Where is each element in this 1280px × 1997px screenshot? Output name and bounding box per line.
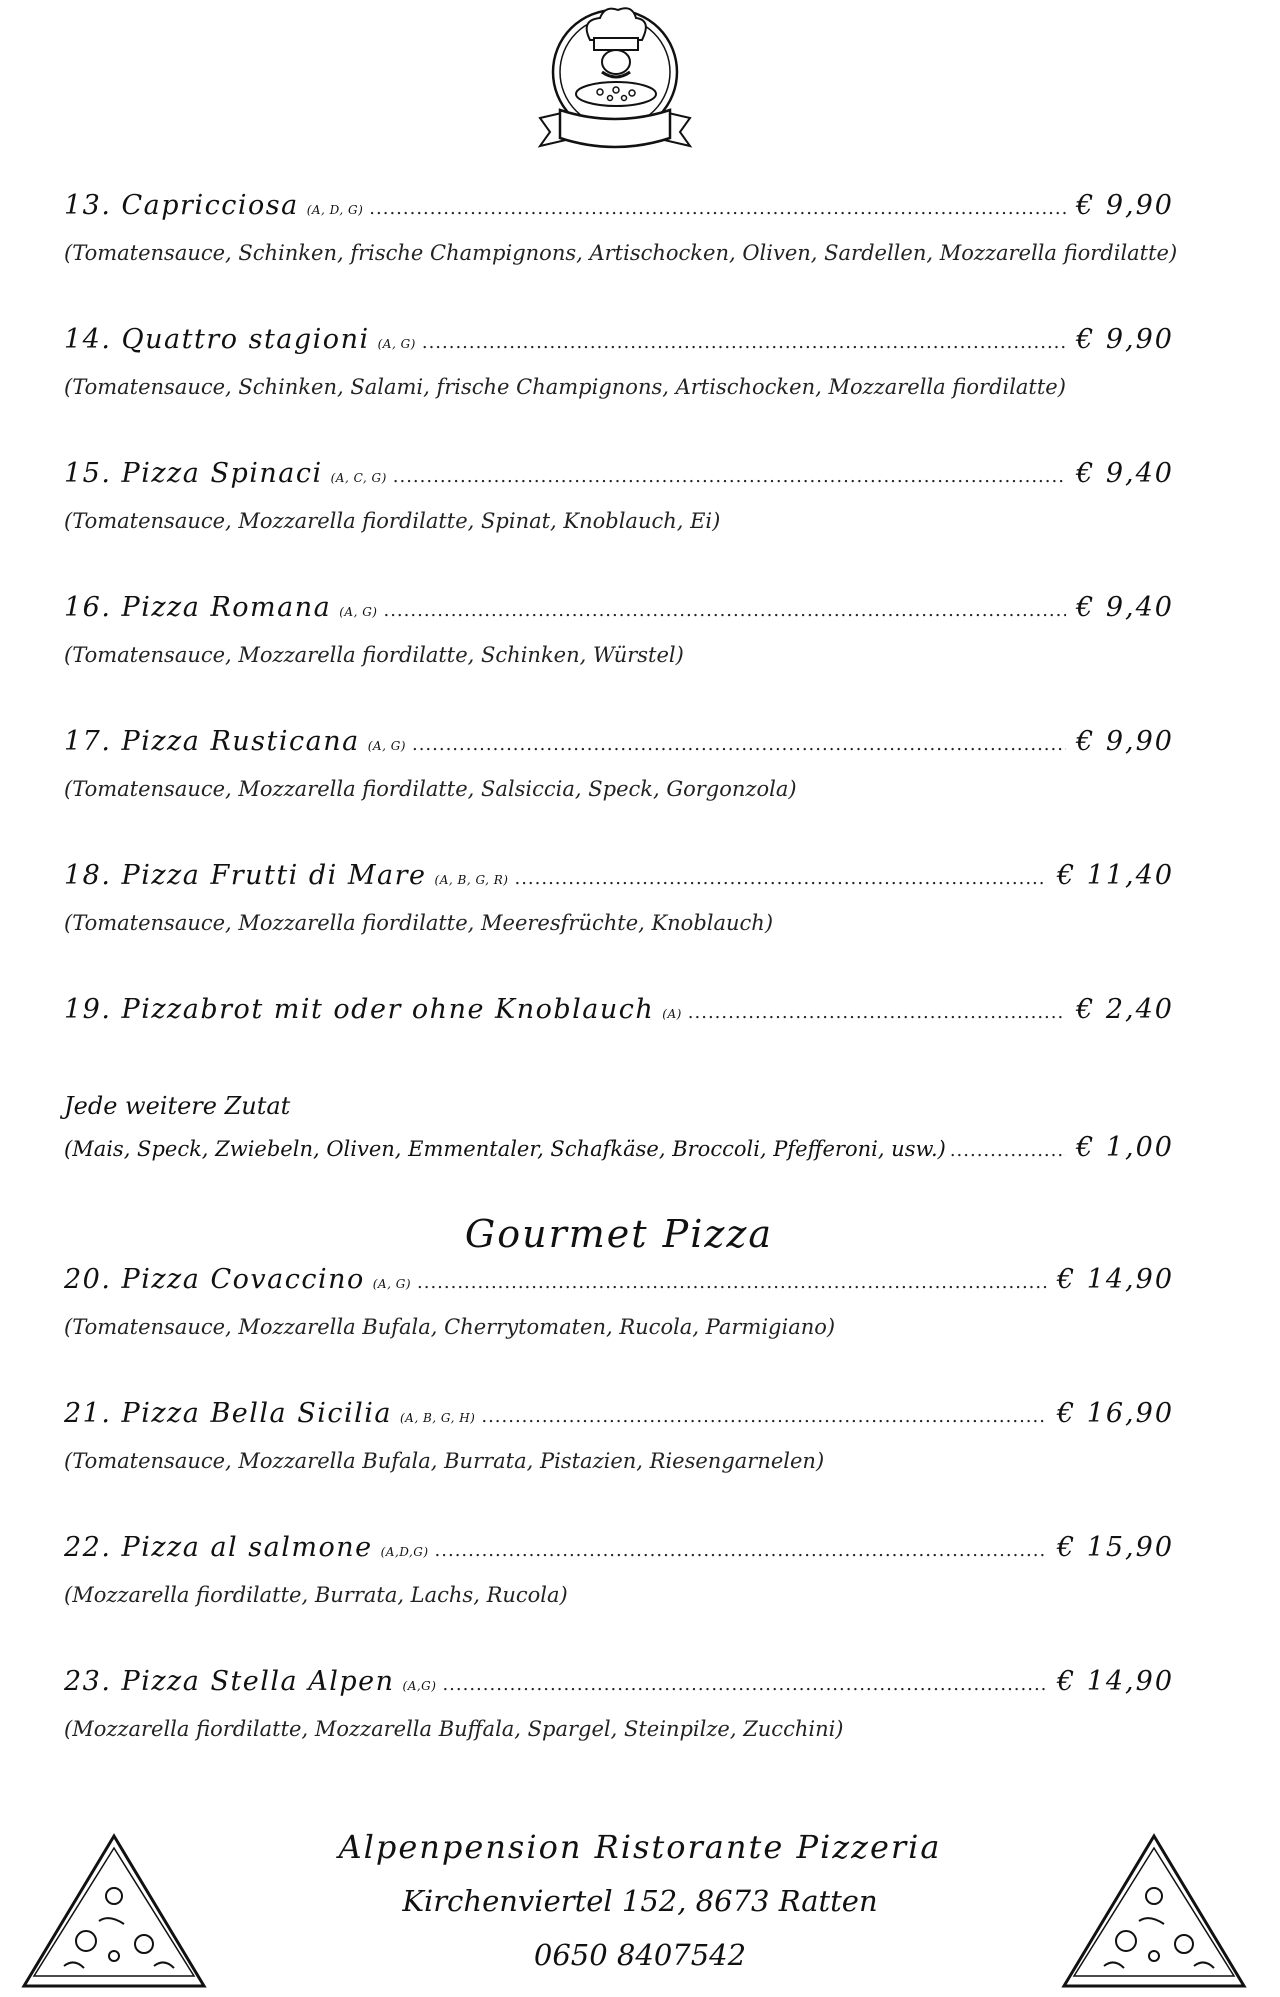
item-description: (Tomatensauce, Mozzarella fiordilatte, Spinat, Knoblauch, Ei) [64, 509, 721, 533]
item-price: € 14,90 [1056, 1264, 1174, 1295]
dot-leader [950, 1140, 1066, 1161]
item-price: € 15,90 [1056, 1532, 1174, 1563]
menu-list [64, 190, 1178, 1754]
pizza-slice-icon [14, 1826, 214, 1996]
dot-leader [369, 198, 1066, 219]
item-description: (Mozzarella fiordilatte, Mozzarella Buffala, Spargel, Steinpilze, Zucchini) [64, 1717, 844, 1741]
dot-leader [383, 600, 1066, 621]
item-allergens: (A) [662, 1007, 682, 1021]
item-price: € 9,40 [1076, 592, 1174, 623]
menu-item [64, 1666, 1174, 1754]
dot-leader [417, 1272, 1047, 1293]
item-description: (Tomatensauce, Mozzarella fiordilatte, Schinken, Würstel) [64, 643, 684, 667]
item-allergens: (A, G) [377, 337, 416, 351]
item-allergens: (A, B, G, R) [434, 873, 509, 887]
item-name: 16. Pizza Romana [64, 592, 332, 623]
item-price: € 9,90 [1076, 324, 1174, 355]
item-description: (Mozzarella fiordilatte, Burrata, Lachs, Rucola) [64, 1583, 568, 1607]
item-description: (Tomatensauce, Mozzarella Bufala, Burrata, Pistazien, Riesengarnelen) [64, 1449, 825, 1473]
item-allergens: (A,G) [402, 1679, 437, 1693]
item-name: 21. Pizza Bella Sicilia [64, 1398, 392, 1429]
menu-item [64, 1532, 1174, 1620]
menu-item [64, 324, 1174, 412]
item-description: (Tomatensauce, Mozzarella fiordilatte, Salsiccia, Speck, Gorgonzola) [64, 777, 797, 801]
menu-item [64, 994, 1174, 1042]
item-name: 18. Pizza Frutti di Mare [64, 860, 427, 891]
dot-leader [442, 1674, 1046, 1695]
menu-item [64, 592, 1174, 680]
extra-topping-title: Jede weitere Zutat [64, 1092, 291, 1120]
menu-item [64, 1264, 1174, 1352]
item-price: € 9,90 [1076, 190, 1174, 221]
item-description: (Tomatensauce, Mozzarella fiordilatte, Meeresfrüchte, Knoblauch) [64, 911, 774, 935]
item-price: € 14,90 [1056, 1666, 1174, 1697]
item-price: € 2,40 [1076, 994, 1174, 1025]
item-price: € 9,40 [1076, 458, 1174, 489]
menu-item [64, 190, 1178, 278]
item-allergens: (A, D, G) [306, 203, 364, 217]
restaurant-address: Kirchenviertel 152, 8673 Ratten [402, 1884, 878, 1918]
item-name: 23. Pizza Stella Alpen [64, 1666, 395, 1697]
dot-leader [481, 1406, 1047, 1427]
item-name: 14. Quattro stagioni [64, 324, 370, 355]
item-name: 17. Pizza Rusticana [64, 726, 360, 757]
chef-pizza-logo-icon [520, 0, 710, 165]
dot-leader [422, 332, 1066, 353]
item-allergens: (A, G) [339, 605, 378, 619]
menu-item [64, 458, 1174, 546]
restaurant-phone: 0650 8407542 [533, 1938, 747, 1972]
footer [240, 1820, 1040, 1982]
item-allergens: (A, G) [372, 1277, 411, 1291]
item-name: 13. Capricciosa [64, 190, 299, 221]
item-allergens: (A, C, G) [330, 471, 387, 485]
item-description: (Tomatensauce, Schinken, frische Champignons, Artischocken, Oliven, Sardellen, Mozzarella fiordilatte) [64, 241, 1178, 265]
item-description: (Tomatensauce, Schinken, Salami, frische Champignons, Artischocken, Mozzarella fiordilatte) [64, 375, 1066, 399]
dot-leader [435, 1540, 1047, 1561]
dot-leader [688, 1002, 1066, 1023]
item-name: 15. Pizza Spinaci [64, 458, 323, 489]
extra-topping-description: (Mais, Speck, Zwiebeln, Oliven, Emmentaler, Schafkäse, Broccoli, Pfefferoni, usw.) [64, 1137, 946, 1161]
item-price: € 11,40 [1056, 860, 1174, 891]
item-allergens: (A, B, G, H) [399, 1411, 476, 1425]
item-allergens: (A,D,G) [380, 1545, 429, 1559]
menu-item [64, 726, 1174, 814]
item-name: 22. Pizza al salmone [64, 1532, 373, 1563]
pizza-slice-icon [1054, 1826, 1254, 1996]
extra-topping-line [64, 1132, 1174, 1176]
item-description: (Tomatensauce, Mozzarella Bufala, Cherrytomaten, Rucola, Parmigiano) [64, 1315, 836, 1339]
item-price: € 16,90 [1056, 1398, 1174, 1429]
item-name: 20. Pizza Covaccino [64, 1264, 365, 1295]
item-name: 19. Pizzabrot mit oder ohne Knoblauch [64, 994, 655, 1025]
item-allergens: (A, G) [367, 739, 406, 753]
dot-leader [412, 734, 1066, 755]
item-price: € 9,90 [1076, 726, 1174, 757]
extra-topping-price: € 1,00 [1076, 1132, 1174, 1163]
menu-item [64, 860, 1174, 948]
dot-leader [393, 466, 1066, 487]
menu-item [64, 1398, 1174, 1486]
restaurant-name: Alpenpension Ristorante Pizzeria [338, 1828, 942, 1866]
dot-leader [514, 868, 1046, 889]
section-title: Gourmet Pizza [464, 1212, 774, 1256]
